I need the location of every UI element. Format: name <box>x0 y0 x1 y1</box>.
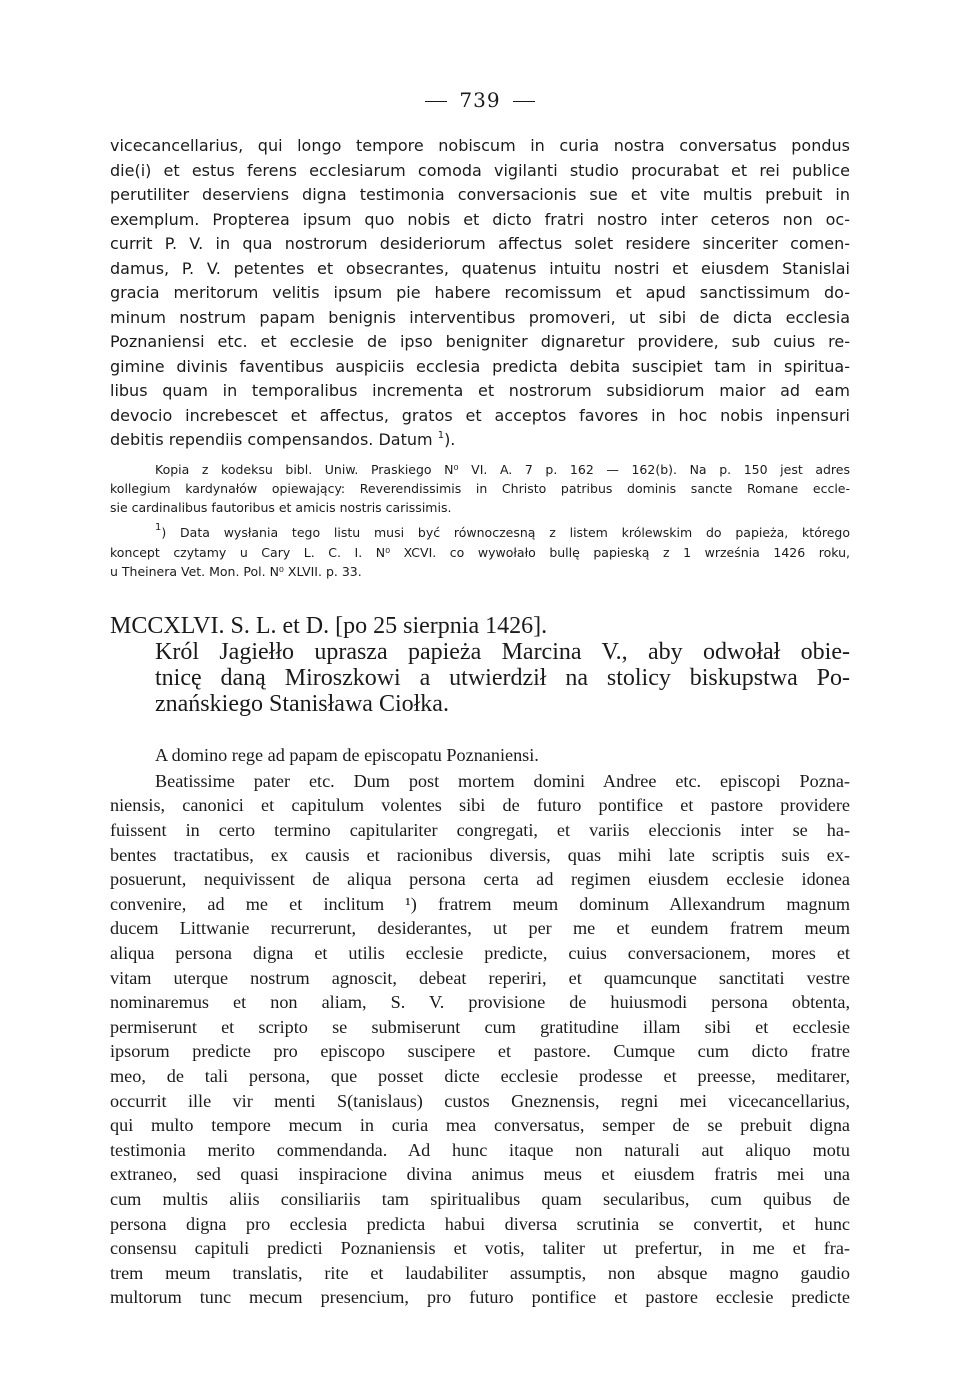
footnote <box>110 523 850 581</box>
text-line-last <box>110 428 850 453</box>
text-line: vicecancellarius, qui longo tempore nobiscum in curia nostra conversatus pondus <box>110 136 850 155</box>
text-line: exemplum. Propterea ipsum quo nobis et dicto fratri nostro inter ceteros non oc- <box>110 209 850 229</box>
text-line: extraneo, sed quasi inspiracione divina animus meus et eiusdem fratris mei una <box>110 1164 850 1185</box>
text-line: Poznaniensi etc. et ecclesie de ipso benigniter dignaretur providere, sub cuius re- <box>110 332 850 351</box>
document-title-line: znańskiego Stanisława Ciołka. <box>155 691 449 718</box>
letter-text <box>110 743 850 1310</box>
text-line: gracia meritorum velitis ipsum pie habere recomissum et apud sanctissimum do- <box>110 283 850 302</box>
text-line: trem meum translatis, rite et laudabiliter assumptis, non absque magno gaudio <box>110 1262 850 1283</box>
text-line: minum nostrum papam benignis interventibus promoveri, ut sibi de dicta ecclesia <box>110 307 850 327</box>
letter-continuation-text <box>110 134 850 453</box>
text-line: fuissent in certo termino capitulariter congregati, et variis eleccionis inter se ha- <box>110 820 850 841</box>
document-page <box>110 88 850 1310</box>
text-line: occurrit ille vir menti S(tanislaus) custos Gneznensis, regni mei vicecancellarius, <box>110 1090 850 1111</box>
text-line: ipsorum predicte pro episcopo suscipere et pastore. Cumque cum dicto fratre <box>110 1041 850 1062</box>
text-line: vitam uterque nostrum agnoscit, debeat reperiri, et quamcunque sanctitati vestre <box>110 967 850 988</box>
document-title-line: tnicę daną Miroszkowi a utwierdził na stolicy biskupstwa Po- <box>155 665 850 692</box>
text-line: aliqua persona digna et utilis ecclesie predicte, cuius conversacionem, mores et <box>110 943 850 964</box>
document-number-line: MCCXLVI. S. L. et D. [po 25 sierpnia 1426]. <box>110 613 548 640</box>
text-line: permiserunt et scripto se submiserunt cum gratitudine illam sibi et ecclesie <box>110 1016 850 1037</box>
text-line-end: ). <box>444 430 456 449</box>
text-line: testimonia merito commendanda. Ad hunc itaque non naturali aut aliquo motu <box>110 1139 850 1160</box>
page-number-value: 739 <box>459 88 501 112</box>
text-line: nominaremus et non aliam, S. V. provisione de huiusmodi persona obtenta, <box>110 992 850 1013</box>
footnote-line <box>110 523 850 542</box>
footnote-line-content: ) Data wysłania tego listu musi być równoczesną z listem królewskim do papieża, którego <box>161 525 850 541</box>
text-line: niensis, canonici et capitulum volentes sibi de futuro pontifice et pastore providere <box>110 795 850 816</box>
footnote-marker: 1 <box>155 522 162 534</box>
footnote-line: koncept czytamy u Cary L. C. I. N⁰ XCVI. co wywołało bullę papieską z 1 września 1426 roku, <box>110 544 850 560</box>
note-line: Kopia z kodeksu bibl. Uniw. Praskiego N⁰ VI. A. 7 p. 162 — 162(b). Na p. 150 jest adres <box>155 461 850 477</box>
text-line: devocio increbescet et affectus, gratos et acceptos favores in hoc nobis inpensuri <box>110 405 850 425</box>
document-title-line: Król Jagiełło uprasza papieża Marcina V., aby odwołał obie- <box>155 639 850 666</box>
text-line: gimine divinis faventibus auspiciis ecclesia predicta debita suscipiet tam in spiritua- <box>110 356 850 376</box>
text-line: libus quam in temporalibus incrementa et nostrorum subsidiorum maior ad eam <box>110 381 850 400</box>
text-line: perutiliter deserviens digna testimonia conversacionis sue et vite multis prebuit in <box>110 185 850 204</box>
text-line: damus, P. V. petentes et obsecrantes, quatenus intuitu nostri et eiusdem Stanislai <box>110 258 850 278</box>
text-line: posuerunt, nequivissent de aliqua persona certa ad regimen eiusdem ecclesie idonea <box>110 869 850 890</box>
text-line: consensu capituli predicti Poznaniensis et votis, taliter ut prefertur, in me et fra- <box>110 1238 850 1259</box>
text-line: Beatissime pater etc. Dum post mortem domini Andree etc. episcopi Pozna- <box>155 770 850 791</box>
text-line: cum multis aliis consiliariis tam spiritualibus quam secularibus, cum quibus de <box>110 1188 850 1209</box>
text-line: currit P. V. in qua nostrorum desideriorum affectus solet residere sinceriter comen- <box>110 234 850 253</box>
text-line-content: debitis rependiis compensandos. Datum <box>110 430 433 449</box>
text-line: convenire, ad me et inclitum ¹) fratrem meum dominum Allexandrum magnum <box>110 893 850 914</box>
note-line: sie cardinalibus fautoribus et amicis nostris carissimis. <box>110 500 452 516</box>
text-line: bentes tractatibus, ex causis et racionibus diversis, quas mihi late scriptis suis ex- <box>110 844 850 865</box>
text-line: qui multo tempore mecum in curia mea conversatus, semper de se prebuit digna <box>110 1115 850 1136</box>
footnote-reference: 1 <box>437 430 445 441</box>
page-number <box>110 88 850 112</box>
text-line: ducem Littwanie recurrerunt, desiderantes, ut per me et eundem fratrem meum <box>110 918 850 939</box>
page-number-dash-right <box>513 101 535 102</box>
source-note <box>110 460 850 518</box>
footnote-line: u Theinera Vet. Mon. Pol. N⁰ XLVII. p. 33. <box>110 563 362 579</box>
text-line: persona digna pro ecclesia predicta habui diversa scrutinia se convertit, et hunc <box>110 1213 850 1234</box>
document-header <box>110 613 850 717</box>
page-number-dash-left <box>425 101 447 102</box>
text-line: meo, de tali persona, que posset dicte ecclesie prodesse et preesse, meditarer, <box>110 1066 850 1086</box>
note-line: kollegium kardynałów opiewający: Reverendissimis in Christo patribus dominis sancte Romane eccle- <box>110 480 850 496</box>
text-line: multorum tunc mecum presencium, pro futuro pontifice et pastore ecclesie predicte <box>110 1287 850 1308</box>
letter-heading: A domino rege ad papam de episcopatu Poznaniensi. <box>155 745 539 766</box>
text-line: die(i) et estus ferens ecclesiarum comoda vigilanti studio procurabat et rei publice <box>110 160 850 180</box>
